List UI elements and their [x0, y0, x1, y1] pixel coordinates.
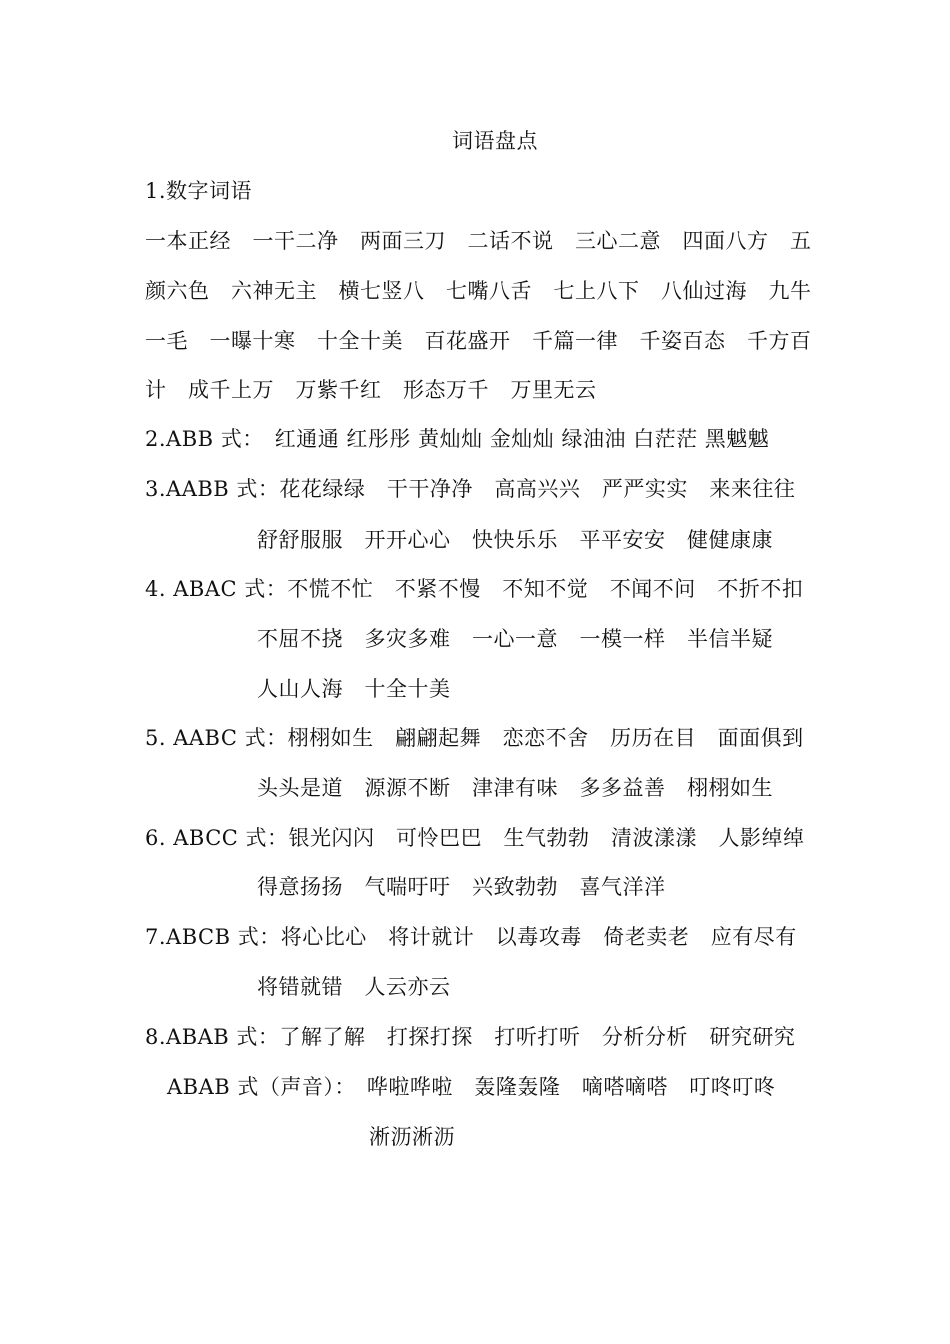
section-6-line: 得意扬扬 气喘吁吁 兴致勃勃 喜气洋洋	[257, 875, 666, 899]
section-3-line: 3.AABB 式：花花绿绿 干干净净 高高兴兴 严严实实 来来往往	[145, 477, 796, 501]
section-1-heading: 1.数字词语	[145, 179, 253, 203]
section-8-line: 8.ABAB 式：了解了解 打探打探 打听打听 分析分析 研究研究	[145, 1025, 796, 1049]
section-1-line: 颜六色 六神无主 横七竖八 七嘴八舌 七上八下 八仙过海 九牛	[145, 279, 812, 303]
section-8-line: ABAB 式（声音）： 哗啦哗啦 轰隆轰隆 嘀嗒嘀嗒 叮咚叮咚	[167, 1075, 776, 1099]
section-1-line: 一本正经 一干二净 两面三刀 二话不说 三心二意 四面八方 五	[145, 229, 812, 253]
page-title: 词语盘点	[452, 129, 538, 153]
section-4-line: 4. ABAC 式：不慌不忙 不紧不慢 不知不觉 不闻不问 不折不扣	[145, 577, 804, 601]
section-3-line: 舒舒服服 开开心心 快快乐乐 平平安安 健健康康	[257, 528, 773, 552]
section-5-line: 5. AABC 式：栩栩如生 翩翩起舞 恋恋不舍 历历在目 面面俱到	[145, 726, 804, 750]
section-7-line: 将错就错 人云亦云	[257, 975, 451, 999]
section-7-line: 7.ABCB 式：将心比心 将计就计 以毒攻毒 倚老卖老 应有尽有	[145, 925, 797, 949]
section-4-line: 人山人海 十全十美	[257, 677, 451, 701]
section-6-line: 6. ABCC 式：银光闪闪 可怜巴巴 生气勃勃 清波漾漾 人影绰绰	[145, 826, 805, 850]
section-8-line: 淅沥淅沥	[369, 1125, 455, 1149]
section-1-line: 一毛 一曝十寒 十全十美 百花盛开 千篇一律 千姿百态 千方百	[145, 329, 812, 353]
section-4-line: 不屈不挠 多灾多难 一心一意 一模一样 半信半疑	[257, 627, 773, 651]
section-2-line: 2.ABB 式： 红通通 红彤彤 黄灿灿 金灿灿 绿油油 白茫茫 黑魆魆	[145, 427, 770, 451]
section-5-line: 头头是道 源源不断 津津有味 多多益善 栩栩如生	[257, 776, 773, 800]
section-1-line: 计 成千上万 万紫千红 形态万千 万里无云	[145, 378, 597, 402]
